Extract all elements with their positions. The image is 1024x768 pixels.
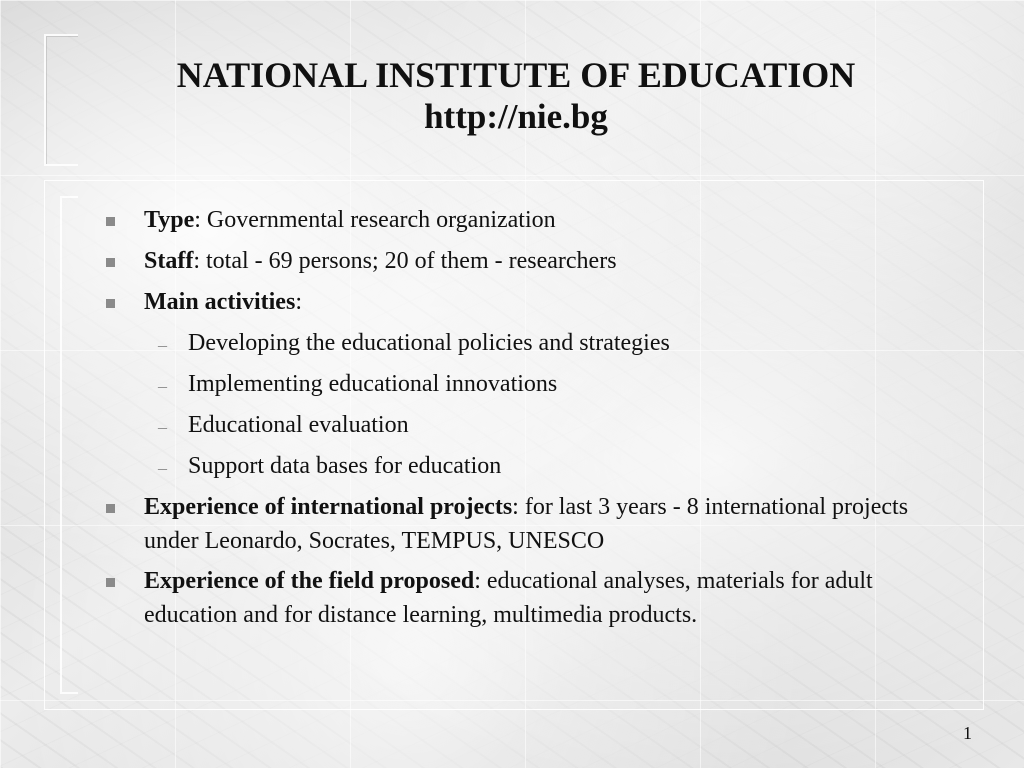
bullet-label: Type [144,207,195,233]
slide-title: NATIONAL INSTITUTE OF EDUCATION [176,55,856,95]
activity-item [144,408,964,442]
bullet-international-projects [104,490,964,558]
page-number: 1 [963,723,972,743]
bullet-label: Experience of international projects [144,494,513,520]
slide-title-block [4,54,1024,138]
bullet-text: : total - 69 persons; 20 of them - researchers [193,248,617,274]
square-bullet-icon [106,578,115,587]
square-bullet-icon [106,299,115,308]
dash-icon: – [158,376,167,396]
bullet-main-activities [104,285,964,483]
bullet-staff [104,244,964,278]
bullet-text: : educational analyses, materials for adult education and for distance learning, multimedia products. [144,568,873,628]
bullet-label: Experience of the field proposed [144,568,475,594]
main-activities-list [144,326,964,483]
bullet-label: Staff [144,248,194,274]
square-bullet-icon [106,258,115,267]
activity-item [144,449,964,483]
slide-url: http://nie.bg [424,97,608,136]
bullet-type [104,203,964,237]
square-bullet-icon [106,217,115,226]
content-side-bar-decoration [60,196,78,694]
bullet-text: : [295,289,302,315]
activity-item [144,326,964,360]
bullet-text: : for last 3 years - 8 international projects under Leonardo, Socrates, TEMPUS, UNESCO [144,494,909,554]
bullet-text: : Governmental research organization [194,207,556,233]
dash-icon: – [158,417,167,437]
activity-text: Educational evaluation [188,412,409,438]
square-bullet-icon [106,504,115,513]
activity-text: Developing the educational policies and strategies [188,330,670,356]
bullet-field-proposed [104,564,964,632]
activity-item [144,367,964,401]
activity-text: Support data bases for education [188,453,502,479]
dash-icon: – [158,458,167,478]
bullet-label: Main activities [144,289,296,315]
dash-icon: – [158,335,167,355]
bullet-list [104,203,964,638]
activity-text: Implementing educational innovations [188,371,558,397]
